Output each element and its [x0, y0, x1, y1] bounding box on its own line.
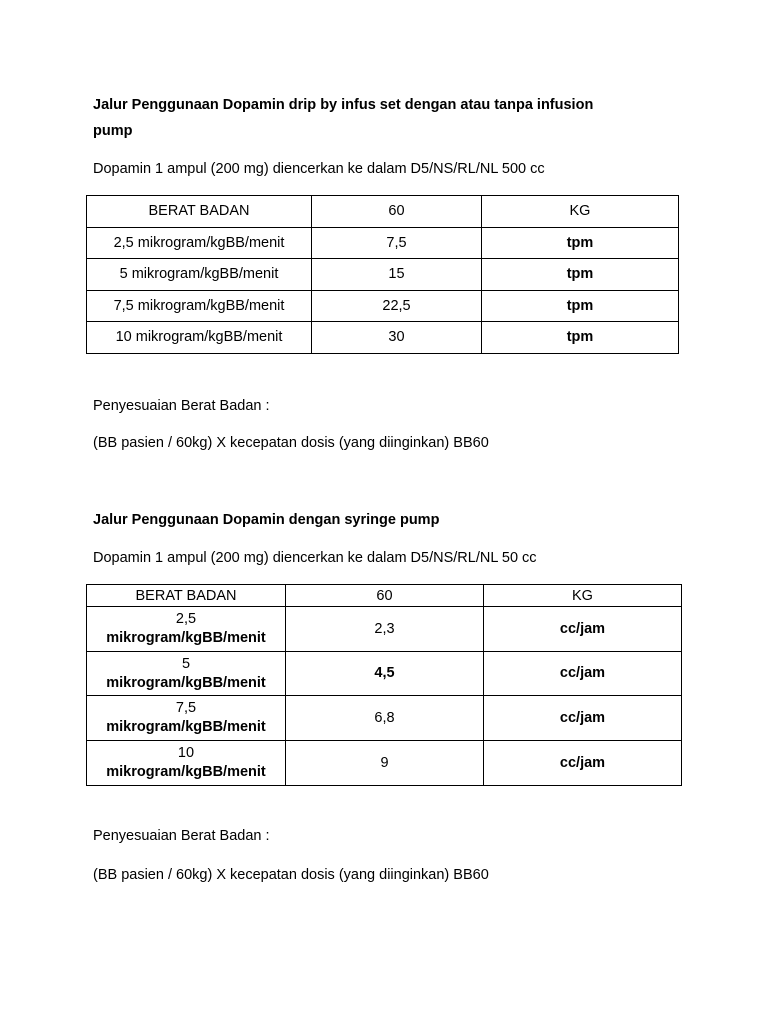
dose-value: 2,5 [175, 611, 197, 627]
dose-unit: mikrogram/kgBB/menit [106, 674, 266, 691]
section1-dilution: Dopamin 1 ampul (200 mg) diencerkan ke dalam D5/NS/RL/NL 500 cc [93, 161, 545, 177]
table-header-row [87, 585, 682, 607]
table-row [87, 291, 679, 322]
rate-cell: 9 [286, 741, 484, 786]
drip-rate-table [86, 195, 679, 354]
unit-cell: tpm [482, 228, 679, 259]
rate-cell: 22,5 [312, 291, 482, 322]
table-row [87, 259, 679, 291]
header-cell-unit: KG [484, 585, 682, 607]
dose-value: 5 [181, 655, 191, 672]
rate-cell: 2,3 [286, 607, 484, 652]
rate-cell: 6,8 [286, 696, 484, 741]
section1-title-line2: pump [93, 123, 133, 139]
dose-unit: mikrogram/kgBB/menit [106, 764, 266, 780]
table-row [87, 322, 679, 354]
dose-value: 10 [177, 745, 195, 761]
header-cell-value: 60 [286, 585, 484, 607]
section2-dilution: Dopamin 1 ampul (200 mg) diencerkan ke dalam D5/NS/RL/NL 50 cc [93, 550, 537, 566]
section2-formula: (BB pasien / 60kg) X kecepatan dosis (yang diinginkan) BB60 [93, 867, 489, 883]
section2-title: Jalur Penggunaan Dopamin dengan syringe pump [93, 512, 440, 528]
unit-cell: cc/jam [484, 696, 682, 741]
unit-cell: tpm [482, 291, 679, 322]
dose-cell [87, 607, 286, 652]
table-header-row [87, 196, 679, 228]
table-row [87, 607, 682, 652]
section1-formula: (BB pasien / 60kg) X kecepatan dosis (yang diinginkan) BB60 [93, 435, 489, 451]
table-row [87, 652, 682, 696]
dose-value: 7,5 [175, 700, 197, 716]
unit-cell: cc/jam [484, 652, 682, 696]
section1-title [93, 92, 593, 144]
table-row [87, 741, 682, 786]
header-cell-value: 60 [312, 196, 482, 228]
dose-cell [87, 741, 286, 786]
header-cell-weight: BERAT BADAN [87, 585, 286, 607]
syringe-rate-table [86, 584, 682, 786]
header-cell-unit: KG [482, 196, 679, 228]
unit-cell: tpm [482, 259, 679, 291]
dose-unit: mikrogram/kgBB/menit [106, 630, 266, 646]
section1-adjust-label: Penyesuaian Berat Badan : [93, 398, 270, 414]
rate-cell: 15 [312, 259, 482, 291]
rate-cell: 30 [312, 322, 482, 354]
unit-cell: cc/jam [484, 741, 682, 786]
section1-title-line1: Jalur Penggunaan Dopamin drip by infus set dengan atau tanpa infusion [93, 97, 594, 113]
table-row [87, 696, 682, 741]
dose-cell [87, 652, 286, 696]
table-row [87, 228, 679, 259]
dose-cell: 5 mikrogram/kgBB/menit [87, 259, 312, 291]
dose-cell: 2,5 mikrogram/kgBB/menit [87, 228, 312, 259]
dose-cell: 7,5 mikrogram/kgBB/menit [87, 291, 312, 322]
rate-cell: 4,5 [286, 652, 484, 696]
unit-cell: tpm [482, 322, 679, 354]
dose-cell [87, 696, 286, 741]
dose-unit: mikrogram/kgBB/menit [106, 719, 266, 735]
header-cell-weight: BERAT BADAN [87, 196, 312, 228]
dose-cell: 10 mikrogram/kgBB/menit [87, 322, 312, 354]
unit-cell: cc/jam [484, 607, 682, 652]
rate-cell: 7,5 [312, 228, 482, 259]
section2-adjust-label: Penyesuaian Berat Badan : [93, 828, 270, 844]
